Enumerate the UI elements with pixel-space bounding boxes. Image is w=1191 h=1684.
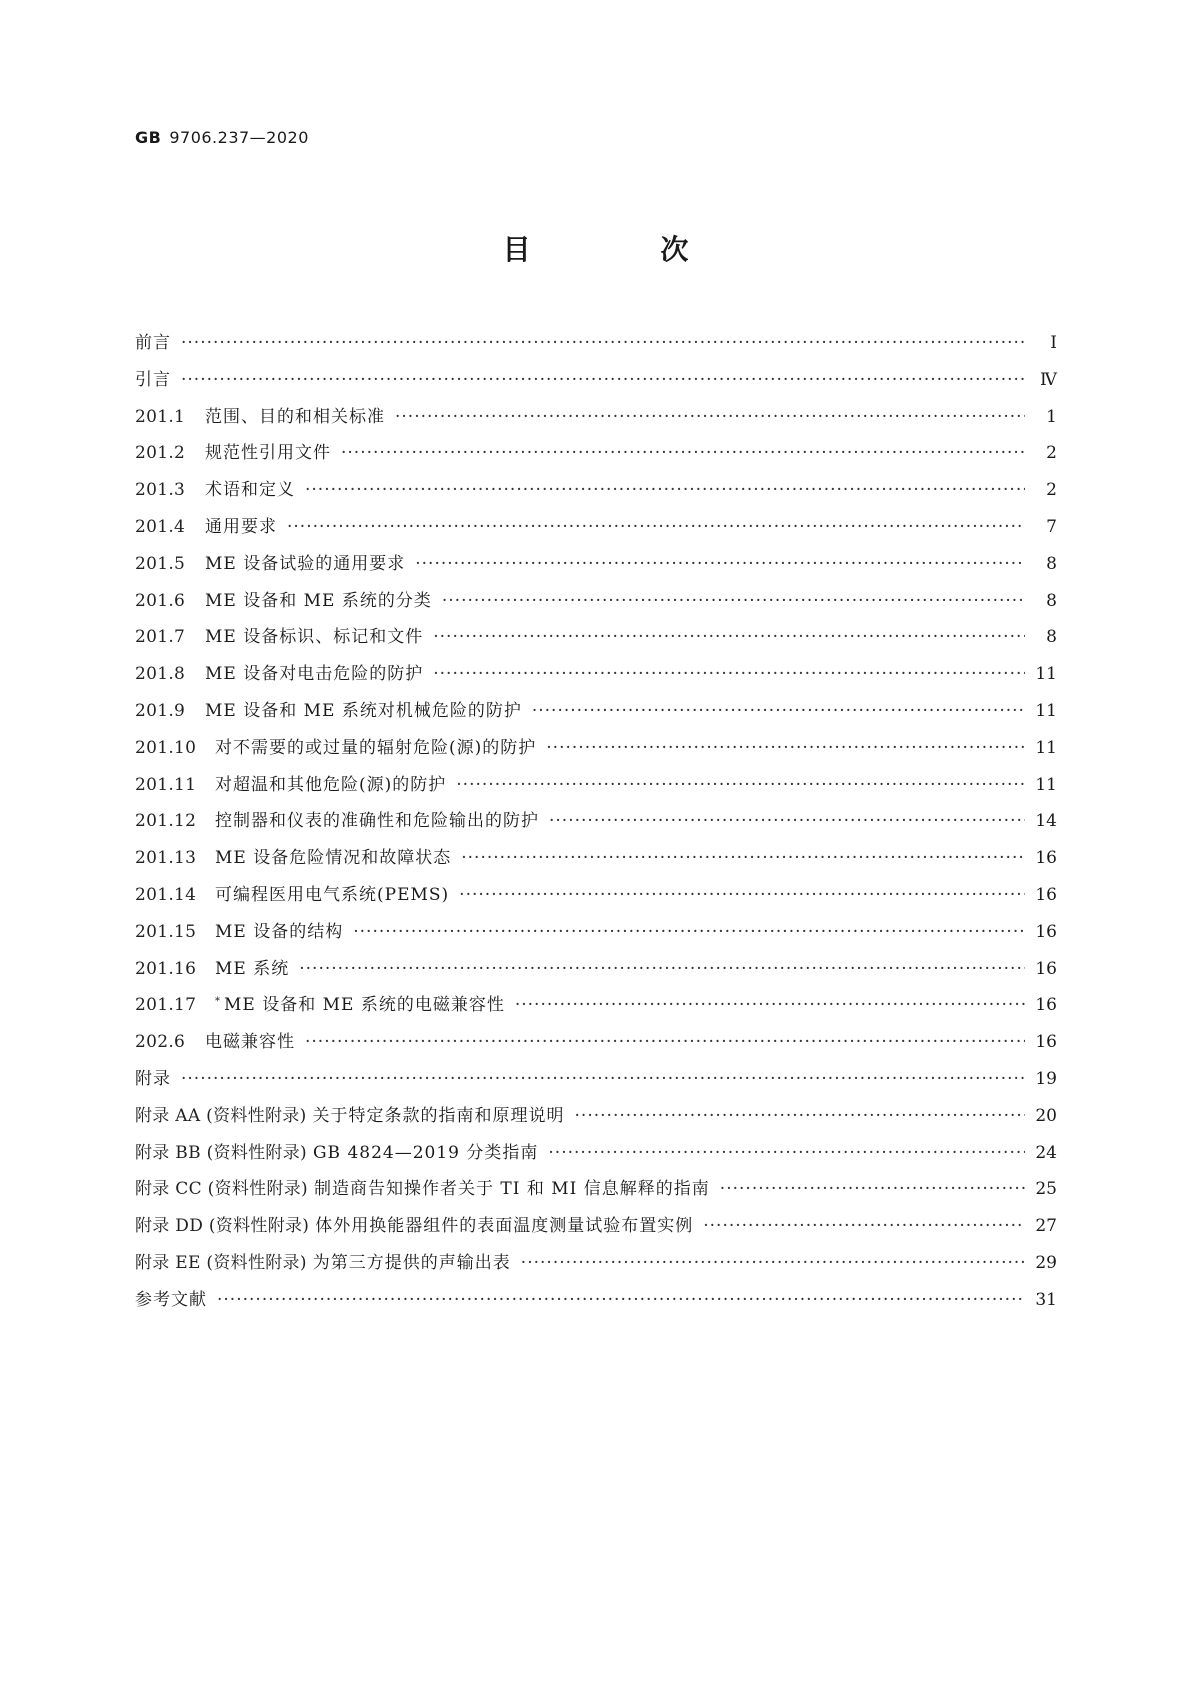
toc-entry[interactable]	[135, 990, 1057, 1027]
toc-entry-title-text: ME 设备的结构	[215, 921, 344, 942]
toc-entry-title-text: 对不需要的或过量的辐射危险(源)的防护	[215, 737, 537, 758]
toc-entry-title-text: 范围、目的和相关标准	[205, 406, 385, 427]
toc-entry-title-text: ME 设备和 ME 系统对机械危险的防护	[205, 700, 522, 721]
toc-dot-leader	[456, 775, 1025, 795]
toc-entry-title-text: 前言	[135, 333, 171, 353]
toc-dot-leader	[305, 1032, 1025, 1052]
toc-entry[interactable]	[135, 1248, 1057, 1285]
toc-entry-number: 201.17	[135, 995, 197, 1016]
toc-entry-title	[135, 1064, 171, 1089]
toc-entry[interactable]	[135, 475, 1057, 512]
toc-dot-leader	[433, 664, 1025, 684]
toc-entry[interactable]	[135, 770, 1057, 807]
toc-entry-title	[205, 475, 295, 500]
toc-entry-title	[215, 733, 536, 758]
toc-entry-title	[314, 1174, 710, 1199]
toc-dot-leader	[433, 627, 1025, 647]
document-header	[135, 128, 309, 147]
toc-entry[interactable]	[135, 365, 1057, 402]
toc-entry-page: 19	[1035, 1068, 1057, 1089]
toc-entry-number: 201.3	[135, 480, 186, 501]
toc-entry[interactable]	[135, 806, 1057, 843]
toc-entry-page: 25	[1035, 1179, 1057, 1200]
standard-number: 9706.237—2020	[169, 128, 309, 147]
toc-entry-title	[205, 696, 522, 721]
toc-entry-number: 201.9	[135, 700, 186, 721]
toc-entry-title-text: ME 设备对电击危险的防护	[205, 664, 424, 685]
toc-entry-number: 附录 BB (资料性附录)	[135, 1142, 307, 1163]
toc-entry[interactable]	[135, 438, 1057, 475]
toc-entry-title-text: 参考文献	[135, 1289, 207, 1310]
toc-entry-title-text: 为第三方提供的声输出表	[312, 1252, 511, 1273]
toc-entry-title	[205, 549, 405, 574]
toc-entry-number: 201.15	[135, 921, 197, 942]
toc-entry-page: 11	[1035, 664, 1057, 685]
toc-entry-title-text: 附录	[135, 1068, 171, 1089]
toc-dot-leader	[521, 1253, 1025, 1273]
toc-dot-leader	[341, 443, 1025, 463]
toc-entry-title-text: 规范性引用文件	[205, 443, 331, 464]
toc-entry-title	[205, 512, 277, 537]
toc-entry-title-text: 引言	[135, 369, 171, 390]
toc-entry[interactable]	[135, 586, 1057, 623]
toc-entry[interactable]	[135, 659, 1057, 696]
toc-entry[interactable]	[135, 1064, 1057, 1101]
toc-entry[interactable]	[135, 512, 1057, 549]
toc-entry-number: 201.12	[135, 811, 197, 832]
toc-entry-title	[205, 402, 385, 427]
toc-entry-title	[205, 1027, 295, 1052]
toc-entry-title	[215, 806, 539, 831]
toc-entry-number: 201.11	[135, 774, 197, 795]
toc-entry-title-text: ME 系统	[215, 958, 290, 979]
toc-entry-title	[215, 990, 505, 1015]
toc-entry-page: 31	[1035, 1289, 1057, 1310]
toc-entry-title-text: GB 4824—2019 分类指南	[312, 1142, 539, 1163]
standard-prefix: GB	[135, 128, 162, 147]
toc-entry-page: 8	[1046, 627, 1057, 648]
toc-entry-title-text: 对超温和其他危险(源)的防护	[215, 774, 447, 795]
toc-entry-page: 14	[1035, 811, 1057, 832]
toc-dot-leader	[415, 554, 1025, 574]
toc-dot-leader	[217, 1290, 1025, 1310]
toc-entry[interactable]	[135, 1138, 1057, 1175]
toc-entry-title	[215, 954, 289, 979]
toc-entry-title	[205, 586, 432, 611]
toc-entry-title-text: 电磁兼容性	[205, 1032, 295, 1053]
toc-entry-page: Ⅳ	[1040, 369, 1057, 390]
toc-entry-page: 8	[1046, 553, 1057, 574]
toc-dot-leader	[720, 1179, 1025, 1199]
toc-dot-leader	[181, 333, 1025, 353]
toc-entry-page: 20	[1035, 1105, 1057, 1126]
toc-dot-leader	[181, 1069, 1025, 1089]
toc-entry[interactable]	[135, 1174, 1057, 1211]
toc-entry[interactable]	[135, 696, 1057, 733]
toc-entry-number: 201.1	[135, 406, 186, 427]
toc-entry-number: 201.6	[135, 590, 186, 611]
toc-entry-title	[313, 1248, 511, 1273]
toc-dot-leader	[395, 407, 1025, 427]
toc-dot-leader	[459, 885, 1025, 905]
toc-entry-title-text: ME 设备和 ME 系统的分类	[205, 590, 432, 611]
toc-entry-number: 201.16	[135, 958, 197, 979]
toc-entry-title	[205, 438, 331, 463]
toc-entry-title-text: ME 设备危险情况和故障状态	[215, 848, 452, 869]
toc-entry[interactable]	[135, 733, 1057, 770]
toc-entry-page: 27	[1035, 1216, 1057, 1237]
toc-entry-title-text: 通用要求	[205, 516, 277, 537]
toc-entry[interactable]	[135, 1285, 1057, 1322]
toc-entry-page: 2	[1046, 480, 1057, 501]
toc-entry[interactable]	[135, 1027, 1057, 1064]
toc-entry-title-text: ME 设备试验的通用要求	[205, 553, 406, 574]
toc-dot-leader	[575, 1106, 1025, 1126]
toc-entry-title-text: ME 设备标识、标记和文件	[205, 627, 424, 648]
toc-entry[interactable]	[135, 1211, 1057, 1248]
toc-dot-leader	[548, 1143, 1025, 1163]
toc-entry-title-text: 体外用换能器组件的表面温度测量试验布置实例	[315, 1216, 694, 1237]
toc-entry-page: 16	[1035, 921, 1057, 942]
toc-entry-number: 附录 DD (资料性附录)	[135, 1216, 310, 1237]
toc-dot-leader	[181, 370, 1025, 390]
toc-entry-title-text: 制造商告知操作者关于 TI 和 MI 信息解释的指南	[314, 1179, 710, 1200]
toc-dot-leader	[353, 922, 1025, 942]
toc-entry[interactable]	[135, 1101, 1057, 1138]
toc-entry-title	[215, 880, 449, 905]
toc-entry-page: 1	[1046, 406, 1057, 427]
toc-dot-leader	[299, 959, 1025, 979]
toc-entry-number: 201.8	[135, 664, 186, 685]
toc-entry-title	[215, 917, 343, 942]
toc-dot-leader	[532, 701, 1025, 721]
toc-entry-title-text: 关于特定条款的指南和原理说明	[312, 1105, 565, 1126]
toc-entry-title	[313, 1101, 565, 1126]
toc-entry[interactable]	[135, 843, 1057, 880]
toc-entry[interactable]	[135, 328, 1057, 365]
toc-dot-leader	[549, 811, 1025, 831]
toc-entry[interactable]	[135, 402, 1057, 439]
toc-entry-page: 16	[1035, 884, 1057, 905]
toc-entry-page: 16	[1035, 1032, 1057, 1053]
toc-entry-title-text: ME 设备和 ME 系统的电磁兼容性	[224, 995, 505, 1016]
toc-entry-title	[135, 328, 171, 353]
toc-entry-number: 201.14	[135, 884, 197, 905]
toc-entry-title-text: 控制器和仪表的准确性和危险输出的防护	[215, 811, 539, 832]
toc-entry-number: 202.6	[135, 1032, 186, 1053]
toc-entry-number: 附录 CC (资料性附录)	[135, 1179, 308, 1200]
toc-entry[interactable]	[135, 880, 1057, 917]
toc-entry[interactable]	[135, 954, 1057, 991]
toc-entry-title	[205, 659, 423, 684]
toc-entry-page: 11	[1035, 774, 1057, 795]
toc-entry-title	[215, 770, 446, 795]
toc-entry-number: 201.2	[135, 443, 186, 464]
toc-entry-page: 11	[1035, 737, 1057, 758]
toc-dot-leader	[287, 517, 1025, 537]
toc-entry-number: 201.5	[135, 553, 186, 574]
toc-dot-leader	[515, 995, 1025, 1015]
page-title: 目 次	[502, 233, 749, 266]
toc-entry-number: 201.13	[135, 848, 197, 869]
toc-entry-page: 16	[1035, 958, 1057, 979]
toc-entry-page: 7	[1046, 516, 1057, 537]
toc-dot-leader	[546, 738, 1025, 758]
toc-entry[interactable]	[135, 549, 1057, 586]
toc-entry-number: 附录 AA (资料性附录)	[135, 1105, 307, 1126]
toc-entry-title	[205, 622, 423, 647]
table-of-contents	[135, 328, 1057, 1322]
toc-entry-page: 24	[1035, 1142, 1057, 1163]
toc-entry-page: 8	[1046, 590, 1057, 611]
toc-entry-number: 附录 EE (资料性附录)	[135, 1252, 307, 1273]
toc-dot-leader	[703, 1216, 1025, 1236]
toc-dot-leader	[442, 591, 1025, 611]
toc-entry-number: 201.4	[135, 516, 186, 537]
toc-entry-page: 16	[1035, 848, 1057, 869]
toc-entry-title-text: 术语和定义	[205, 480, 295, 501]
toc-entry-page: 2	[1046, 443, 1057, 464]
toc-entry-page: 16	[1035, 995, 1057, 1016]
toc-entry-title	[315, 1211, 693, 1236]
toc-entry-number: 201.7	[135, 627, 186, 648]
toc-dot-leader	[461, 848, 1025, 868]
toc-entry-page: 29	[1035, 1252, 1057, 1273]
toc-entry-marker: *	[215, 995, 221, 1007]
toc-entry[interactable]	[135, 917, 1057, 954]
toc-dot-leader	[305, 480, 1025, 500]
toc-entry[interactable]	[135, 622, 1057, 659]
toc-entry-title	[135, 1285, 207, 1310]
toc-entry-title	[313, 1138, 538, 1163]
toc-entry-page: Ⅰ	[1050, 333, 1057, 353]
toc-entry-title	[135, 365, 171, 390]
toc-entry-number: 201.10	[135, 737, 197, 758]
toc-entry-title	[215, 843, 451, 868]
toc-entry-title-text: 可编程医用电气系统(PEMS)	[215, 884, 450, 905]
toc-entry-page: 11	[1035, 700, 1057, 721]
